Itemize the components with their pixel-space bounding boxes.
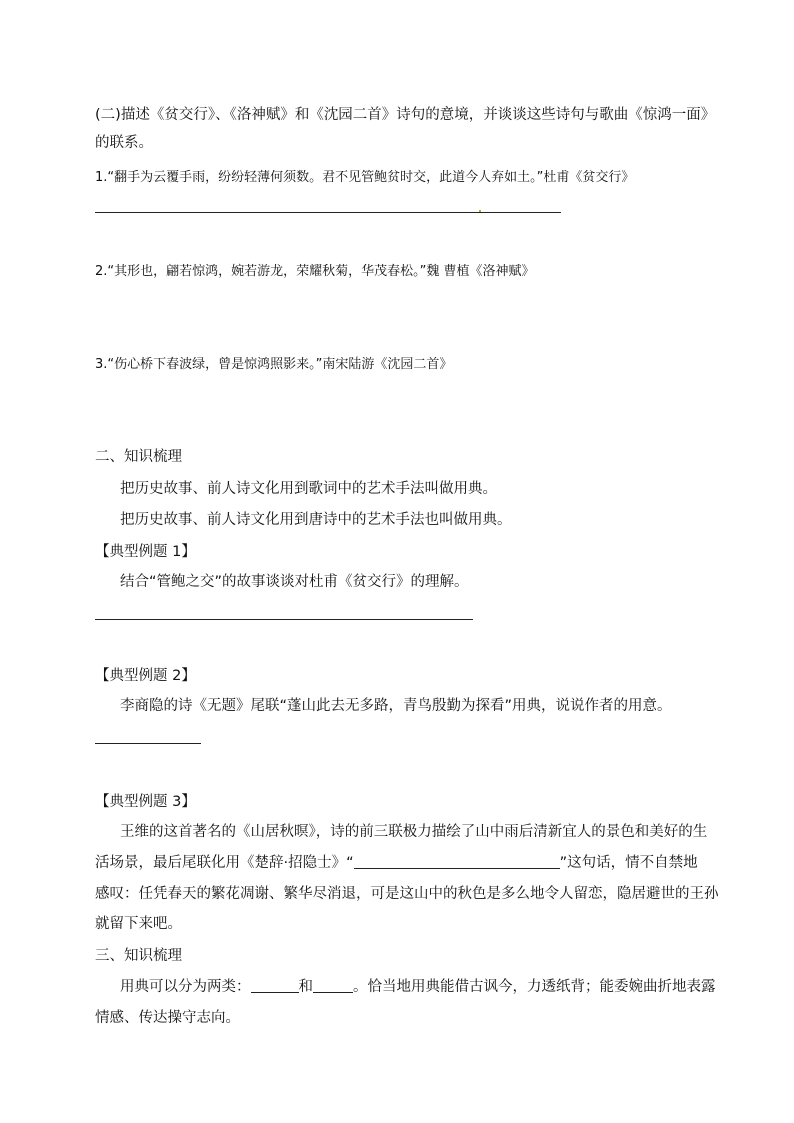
knowledge-2-line2: 情感、传达操守志向。 [95,1010,240,1026]
answer-line-mark [479,210,481,212]
section-heading-line2: 的联系。 [95,135,153,151]
knowledge-title-1: 二、知识梳理 [95,449,182,465]
example-1-question: 结合“管鲍之交”的故事谈谈对杜甫《贫交行》的理解。 [120,574,469,590]
example-1-answer-line [95,619,473,620]
example-2-title: 【典型例题 2】 [95,668,196,684]
item-2: 2.“其形也，翩若惊鸿，婉若游龙，荣耀秋菊，华茂春松。”魏 曹植《洛神赋》 [95,264,535,279]
example-1-title: 【典型例题 1】 [95,544,196,560]
knowledge-paragraph-1: 把历史故事、前人诗文化用到歌词中的艺术手法叫做用典。 [120,481,497,497]
example-3-line3: 感叹：任凭春天的繁花凋谢、繁华尽消退，可是这山中的秋色是多么地令人留恋，隐居避世的王孙 [95,886,719,902]
example-3-line4: 就留下来吧。 [95,916,182,932]
category-blank-1[interactable] [251,978,299,993]
knowledge-2-line1-part1: 用典可以分为两类： [120,979,251,995]
example-3-title: 【典型例题 3】 [95,794,196,810]
item-1: 1.“翻手为云覆手雨，纷纷轻薄何须数。君不见管鲍贫时交，此道今人弃如土。”杜甫《贫交行》 [95,170,635,185]
example-3-line2-part2: ”这句话，情不自禁地 [559,855,698,871]
knowledge-2-line1-part2: 和 [298,979,313,995]
knowledge-title-2: 三、知识梳理 [95,948,182,964]
example-3-fill-blank[interactable] [354,854,560,869]
example-2-answer-line [95,743,201,744]
knowledge-paragraph-2: 把历史故事、前人诗文化用到唐诗中的艺术手法也叫做用典。 [120,512,512,528]
knowledge-2-line1 [120,975,716,996]
example-2-question: 李商隐的诗《无题》尾联“蓬山此去无多路，青鸟殷勤为探看”用典，说说作者的用意。 [120,698,672,714]
example-3-line1: 王维的这首著名的《山居秋暝》，诗的前三联极力描绘了山中雨后清新宜人的景色和美好的生 [120,824,708,840]
category-blank-2[interactable] [313,978,353,993]
item-3: 3.“伤心桥下春波绿，曾是惊鸿照影来。”南宋陆游《沈园二首》 [95,357,453,372]
answer-line-1 [95,212,561,213]
knowledge-2-line1-part3: 。恰当地用典能借古讽今，力透纸背；能委婉曲折地表露 [353,979,716,995]
example-3-line2-part1: 活场景，最后尾联化用《楚辞·招隐士》“ [95,855,354,871]
section-heading-line1: (二)描述《贫交行》、《洛神赋》和《沈园二首》诗句的意境，并谈谈这些诗句与歌曲《惊鸿一面》 [95,107,716,123]
example-3-line2 [95,851,698,872]
